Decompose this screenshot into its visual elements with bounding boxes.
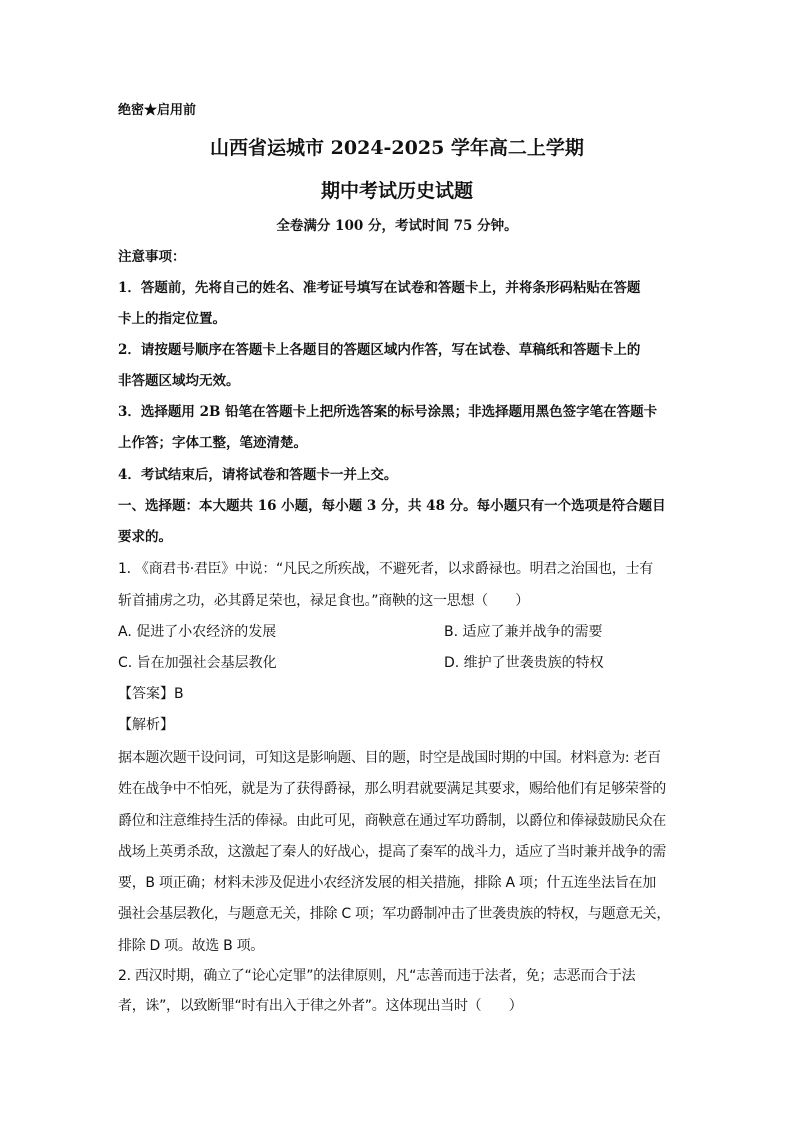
exam-title-line1: 山西省运城市 2024-2025 学年高二上学期 [210, 137, 584, 159]
section-heading-line2: 要求的。 [118, 529, 172, 545]
q1-analysis-line: 据本题次题干设问词，可知这是影响题、目的题，时空是战国时期的中国。材料意为: 老百 [118, 750, 661, 766]
notice-heading: 注意事项： [118, 249, 186, 265]
notice-item-4: 4．考试结束后，请将试卷和答题卡一并上交。 [118, 467, 398, 483]
q1-stem-line2: 斩首捕虏之功，必其爵足荣也，禄足食也。”商鞅的这一思想（ ） [118, 593, 529, 609]
q1-option-b: B. 适应了兼并战争的需要 [444, 624, 603, 640]
q1-answer: 【答案】B [118, 686, 184, 702]
q1-analysis-line: 姓在战争中不怕死，就是为了获得爵禄，那么明君就要满足其要求，赐给他们有足够荣誉的 [118, 781, 666, 798]
q1-analysis-line: 要，B 项正确；材料未涉及促进小农经济发展的相关措施，排除 A 项；什五连坐法旨在加 [118, 875, 656, 892]
notice-item-1-line1: 1．答题前，先将自己的姓名、准考证号填写在试卷和答题卡上，并将条形码粘贴在答题 [118, 280, 641, 296]
exam-title-line2: 期中考试历史试题 [320, 180, 473, 202]
q2-stem-line1: 2. 西汉时期，确立了“论心定罪”的法律原则，凡“志善而违于法者，免；志恶而合于法 [118, 968, 636, 984]
q1-analysis-line: 战场上英勇杀敌，这激起了秦人的好战心，提高了秦军的战斗力，适应了当时兼并战争的需 [118, 843, 666, 860]
q1-analysis-label: 【解析】 [118, 717, 174, 733]
notice-item-1-line2: 卡上的指定位置。 [118, 311, 226, 327]
q1-option-d: D. 维护了世袭贵族的特权 [444, 655, 604, 671]
notice-item-3-line2: 上作答；字体工整，笔迹清楚。 [118, 435, 307, 451]
q1-analysis-line: 爵位和注意维持生活的俸禄。由此可见，商鞅意在通过军功爵制，以爵位和俸禄鼓励民众在 [118, 812, 666, 829]
q1-option-a: A. 促进了小农经济的发展 [118, 624, 277, 640]
q2-stem-line2: 者，诛”，以致断罪“时有出入于律之外者”。这体现出当时（ ） [118, 998, 523, 1014]
q1-stem-line1: 1. 《商君书·君臣》中说：“凡民之所疾战，不避死者，以求爵禄也。明君之治国也，士有 [118, 561, 653, 577]
q1-analysis-line: 强社会基层教化，与题意无关，排除 C 项；军功爵制冲击了世袭贵族的特权，与题意无关， [118, 906, 671, 923]
notice-item-2-line2: 非答题区域均无效。 [118, 373, 240, 389]
score-note: 全卷满分 100 分，考试时间 75 分钟。 [276, 218, 518, 234]
notice-item-2-line1: 2．请按题号顺序在答题卡上各题目的答题区域内作答，写在试卷、草稿纸和答题卡上的 [118, 342, 641, 358]
q1-analysis-line: 排除 D 项。故选 B 项。 [118, 937, 264, 954]
secret-mark: 绝密★启用前 [118, 103, 197, 118]
notice-item-3-line1: 3．选择题用 2B 铅笔在答题卡上把所选答案的标号涂黑；非选择题用黑色签字笔在答题卡 [118, 404, 658, 420]
section-heading-line1: 一、选择题：本大题共 16 小题，每小题 3 分，共 48 分。每小题只有一个选项是符合题目 [118, 498, 666, 514]
q1-analysis-body [118, 743, 683, 962]
q1-option-c: C. 旨在加强社会基层教化 [118, 655, 277, 671]
